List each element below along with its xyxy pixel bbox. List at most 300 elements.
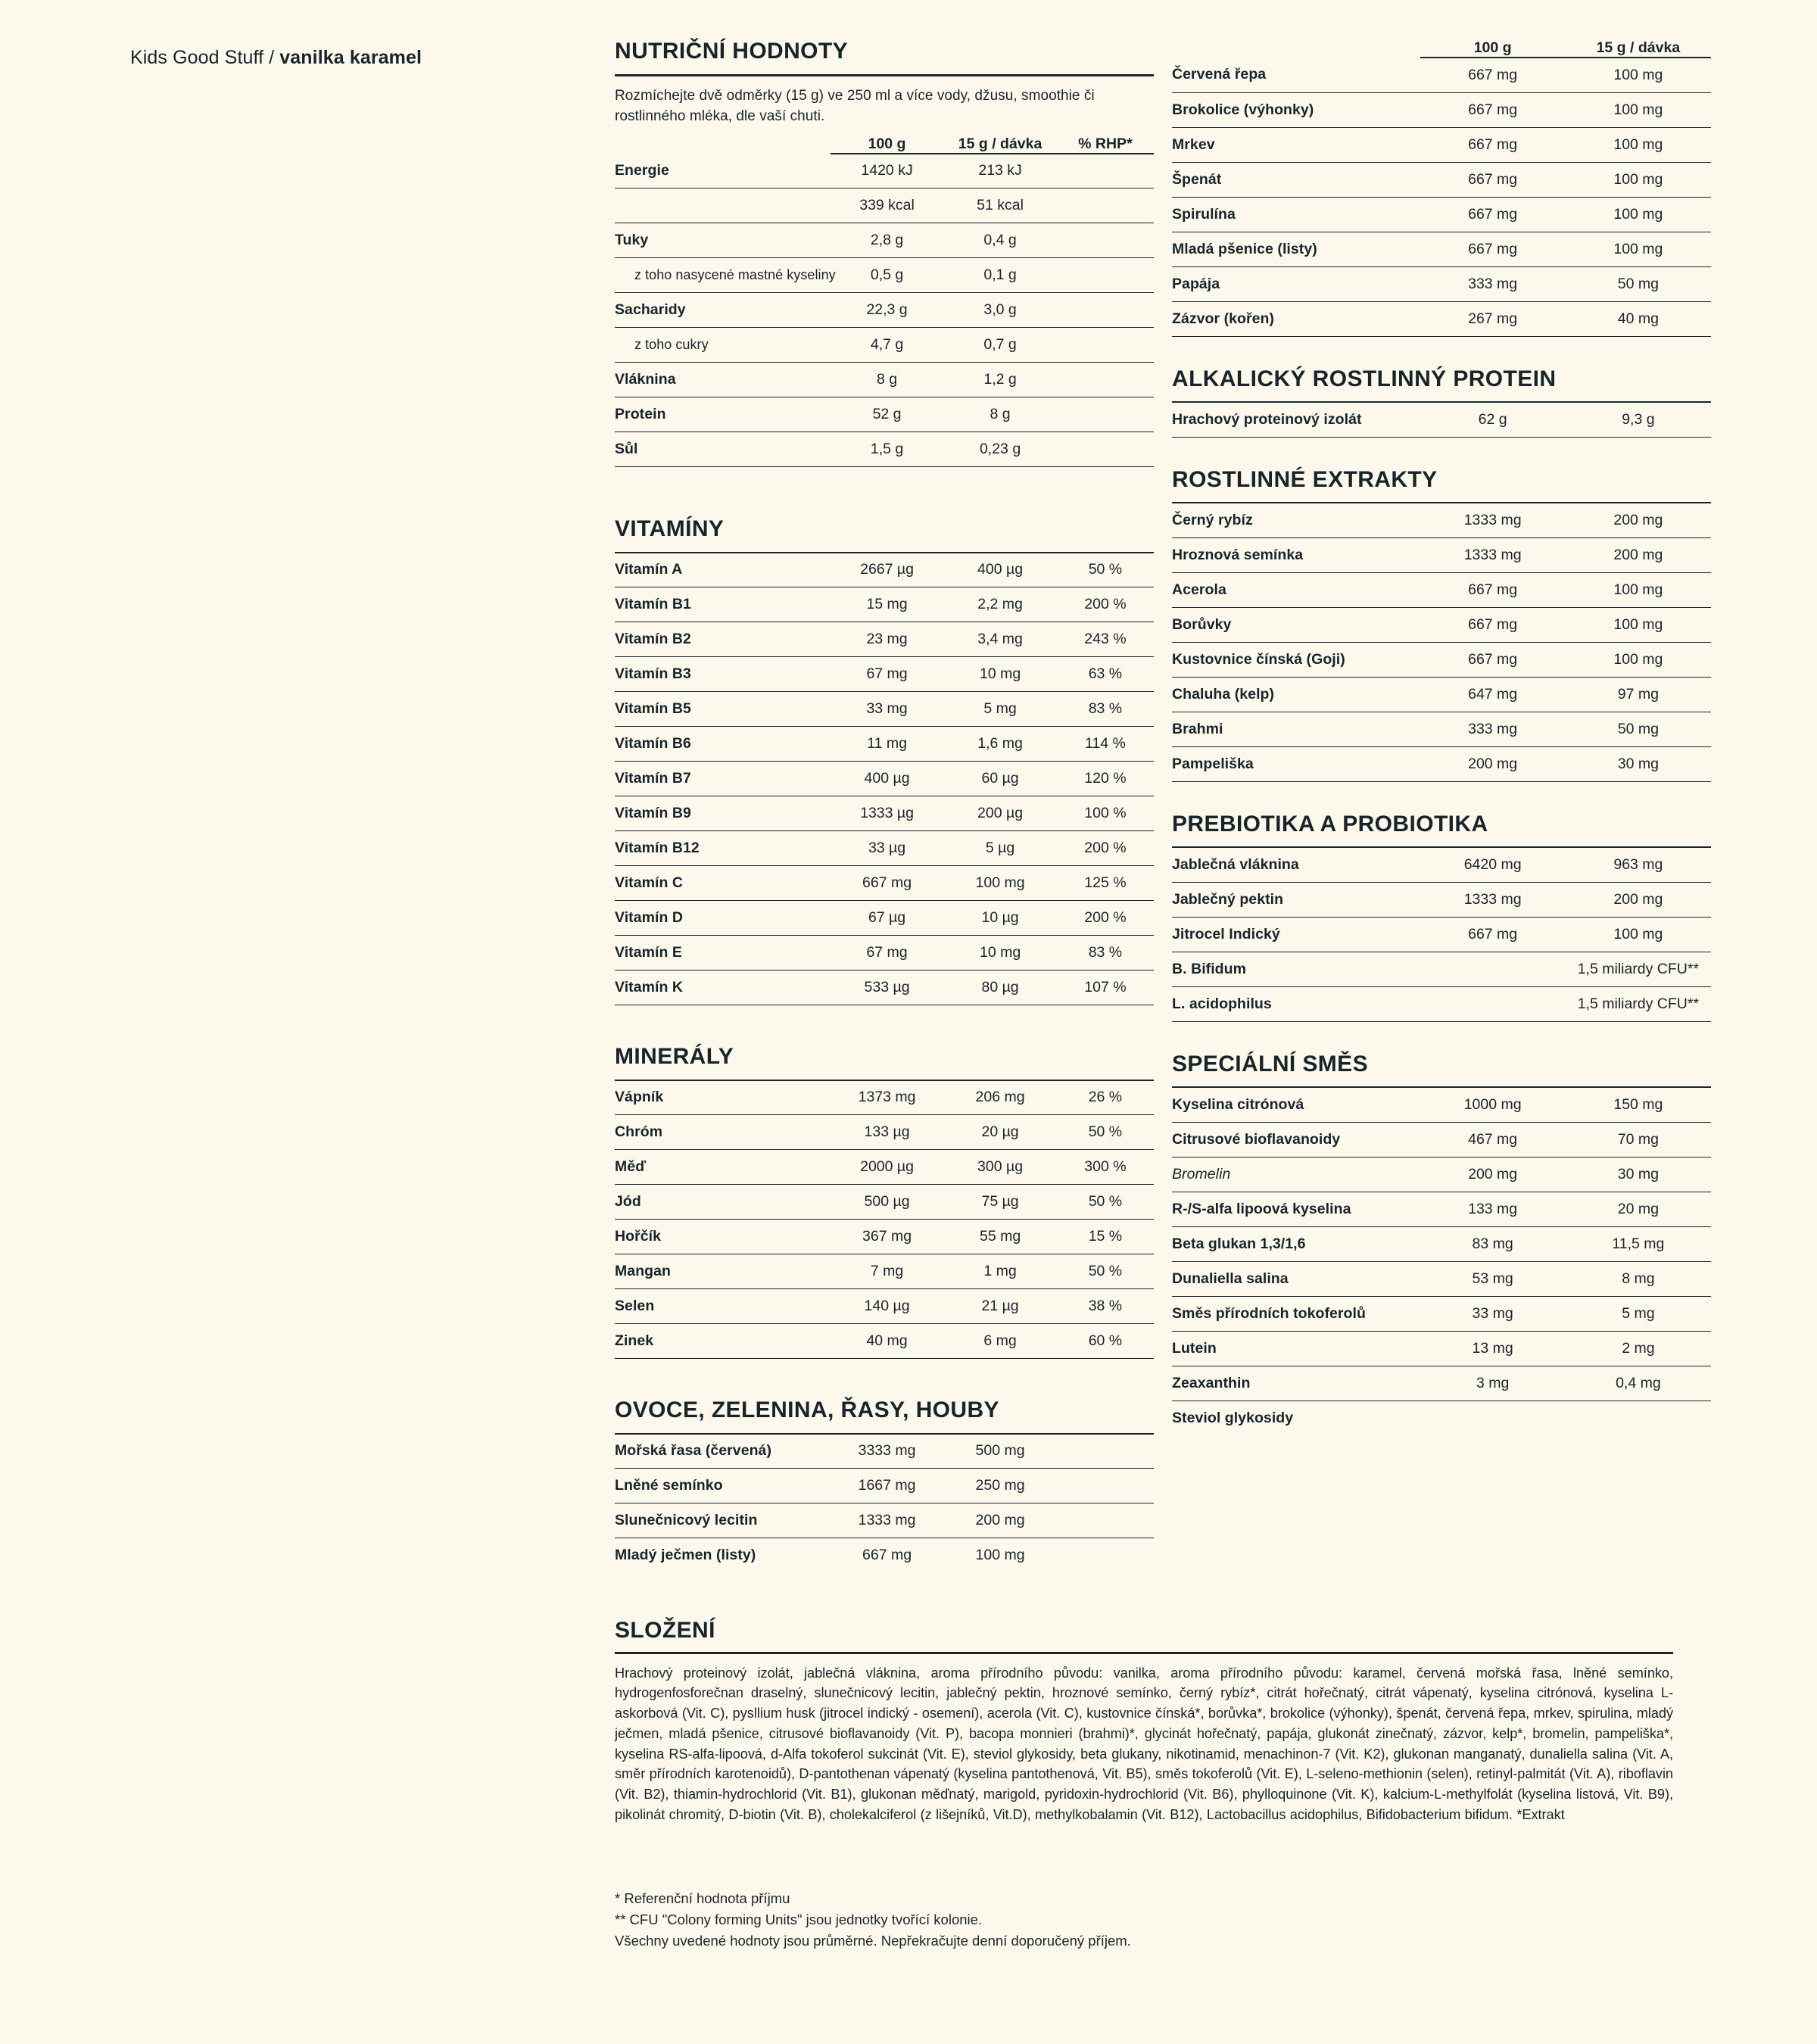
value-per-100g: 33 mg xyxy=(831,692,944,727)
row-label: Vitamín C xyxy=(615,866,831,901)
row-label: Borůvky xyxy=(1172,607,1420,642)
row-label: Vitamín A xyxy=(615,553,831,587)
table-row xyxy=(1172,677,1711,712)
value-per-100g: 667 mg xyxy=(1420,572,1566,607)
table-row xyxy=(615,657,1154,692)
value-per-100g: 52 g xyxy=(831,397,944,432)
table-row xyxy=(615,796,1154,831)
table-row xyxy=(1172,1157,1711,1192)
row-label: Citrusové bioflavanoidy xyxy=(1172,1122,1420,1157)
value-percent-rhp: 200 % xyxy=(1057,901,1154,936)
value-per-serving: 3,4 mg xyxy=(943,622,1057,657)
value-per-100g: 0,5 g xyxy=(831,258,944,293)
value-per-100g: 667 mg xyxy=(1420,917,1566,952)
value-per-serving: 100 mg xyxy=(1566,162,1711,197)
value-per-serving: 10 mg xyxy=(943,936,1057,971)
value-per-100g: 15 mg xyxy=(831,587,944,622)
value-per-100g: 67 µg xyxy=(831,901,944,936)
row-label: R-/S-alfa lipoová kyselina xyxy=(1172,1192,1420,1226)
row-label: Sůl xyxy=(615,432,831,467)
value-percent-rhp xyxy=(1057,293,1154,328)
value-per-serving: 80 µg xyxy=(943,971,1057,1005)
table-row xyxy=(615,587,1154,622)
value-per-100g: 1000 mg xyxy=(1420,1087,1566,1122)
table-row xyxy=(615,692,1154,727)
value-per-100g: 40 mg xyxy=(831,1324,944,1359)
value-percent-rhp: 15 % xyxy=(1057,1220,1154,1254)
value-per-serving: 6 mg xyxy=(943,1324,1057,1359)
value-per-100g: 23 mg xyxy=(831,622,944,657)
column-header: 15 g / dávka xyxy=(958,135,1043,152)
value-per-serving: 0,7 g xyxy=(943,328,1057,363)
value-per-serving: 0,4 g xyxy=(943,223,1057,258)
table-row xyxy=(1172,1366,1711,1401)
value-percent-rhp xyxy=(1057,363,1154,397)
value-per-100g: 3 mg xyxy=(1420,1366,1566,1401)
table-row xyxy=(1172,1401,1711,1435)
value-per-serving: 300 µg xyxy=(943,1150,1057,1185)
value-per-serving: 1,5 miliardy CFU** xyxy=(1566,952,1711,986)
row-label: Spirulína xyxy=(1172,197,1420,232)
value-per-100g: 200 mg xyxy=(1420,746,1566,781)
value-per-serving: 100 mg xyxy=(943,866,1057,901)
value-percent-rhp: 100 % xyxy=(1057,796,1154,831)
row-label: Mladý ječmen (listy) xyxy=(615,1547,756,1564)
row-label: Bromelin xyxy=(1172,1157,1420,1192)
value-per-100g: 1373 mg xyxy=(831,1080,944,1115)
value-per-serving: 51 kcal xyxy=(943,189,1057,223)
table-row xyxy=(615,622,1154,657)
table-row xyxy=(615,1289,1154,1324)
value-per-100g: 467 mg xyxy=(1420,1122,1566,1157)
table-row xyxy=(1172,882,1711,917)
value-per-100g: 7 mg xyxy=(831,1254,944,1289)
table-row xyxy=(1172,402,1711,437)
value-per-serving: 3,0 g xyxy=(943,293,1057,328)
section-heading-fruits: OVOCE, ZELENINA, ŘASY, HOUBY xyxy=(615,1397,999,1423)
footnote-cfu: ** CFU "Colony forming Units" jsou jednotky tvořící kolonie. xyxy=(615,1912,983,1928)
value-percent-rhp: 200 % xyxy=(1057,831,1154,866)
value-per-100g: 667 mg xyxy=(1420,127,1566,162)
value-per-serving: 100 mg xyxy=(1566,917,1711,952)
table-row xyxy=(1172,162,1711,197)
title-separator: / xyxy=(263,47,280,68)
value-per-100g: 667 mg xyxy=(1420,58,1566,92)
value-per-100g: 62 g xyxy=(1420,402,1566,437)
row-label: Lněné semínko xyxy=(615,1469,831,1503)
value-per-serving: 50 mg xyxy=(1566,266,1711,301)
table-row xyxy=(615,866,1154,901)
value-per-serving: 206 mg xyxy=(943,1080,1057,1115)
value-per-100g: 1333 mg xyxy=(1420,503,1566,537)
value-per-100g: 140 µg xyxy=(831,1289,944,1324)
right-column xyxy=(1172,39,1711,1435)
value-per-serving: 1,5 miliardy CFU** xyxy=(1566,986,1711,1021)
table-row xyxy=(615,432,1154,467)
value-percent-rhp: 50 % xyxy=(1057,1185,1154,1220)
value-per-serving: 40 mg xyxy=(1566,301,1711,336)
value-per-100g: 1333 mg xyxy=(831,1503,944,1538)
product-name: Kids Good Stuff xyxy=(130,47,264,68)
row-label: Vitamín D xyxy=(615,901,831,936)
table-row xyxy=(615,1150,1154,1185)
minerals-table xyxy=(615,1080,1154,1360)
row-label: Červená řepa xyxy=(1172,58,1420,92)
value-per-serving: 50 mg xyxy=(1566,712,1711,746)
table-row xyxy=(1172,986,1711,1021)
table-row xyxy=(615,1503,1154,1538)
table-row xyxy=(615,971,1154,1005)
row-label: Beta glukan 1,3/1,6 xyxy=(1172,1226,1420,1261)
section-heading-prebiotics: PREBIOTIKA A PROBIOTIKA xyxy=(1172,811,1488,837)
value-per-serving: 97 mg xyxy=(1566,677,1711,712)
product-flavour: vanilka karamel xyxy=(279,47,422,68)
table-row xyxy=(615,553,1154,587)
value-per-100g: 333 mg xyxy=(1420,266,1566,301)
value-per-100g: 67 mg xyxy=(831,657,944,692)
row-label: Vitamín B2 xyxy=(615,622,831,657)
value-per-100g: 339 kcal xyxy=(831,189,944,223)
table-row xyxy=(1172,127,1711,162)
table-row xyxy=(615,1538,1154,1573)
value-per-100g: 667 mg xyxy=(1420,232,1566,266)
value-per-serving: 20 µg xyxy=(943,1115,1057,1150)
row-label: Lutein xyxy=(1172,1331,1420,1366)
row-label: Acerola xyxy=(1172,572,1420,607)
value-per-serving xyxy=(1566,1401,1711,1435)
row-label: Hroznová semínka xyxy=(1172,537,1420,572)
value-per-100g: 667 mg xyxy=(831,866,944,901)
value-per-serving: 1,6 mg xyxy=(943,727,1057,762)
section-heading-vitamins: VITAMÍNY xyxy=(615,516,725,542)
ingredients-section xyxy=(615,1619,1673,1825)
value-per-100g: 1333 mg xyxy=(1420,537,1566,572)
table-row xyxy=(1172,503,1711,537)
table-row xyxy=(615,727,1154,762)
value-per-serving: 2,2 mg xyxy=(943,587,1057,622)
footnote-rhp: * Referenční hodnota příjmu xyxy=(615,1890,790,1906)
value-per-serving: 2 mg xyxy=(1566,1331,1711,1366)
value-per-serving: 100 mg xyxy=(975,1547,1025,1564)
row-label: B. Bifidum xyxy=(1172,952,1420,986)
value-per-100g: 667 mg xyxy=(1420,607,1566,642)
value-percent-rhp: 300 % xyxy=(1057,1150,1154,1185)
value-per-100g: 83 mg xyxy=(1420,1226,1566,1261)
row-label: Mladá pšenice (listy) xyxy=(1172,232,1420,266)
value-percent-rhp xyxy=(1057,1469,1154,1503)
row-label: Jablečná vláknina xyxy=(1172,847,1420,882)
table-row xyxy=(1172,642,1711,677)
value-per-100g: 1333 µg xyxy=(831,796,944,831)
value-per-100g: 533 µg xyxy=(831,971,944,1005)
value-per-serving: 55 mg xyxy=(943,1220,1057,1254)
table-row xyxy=(615,936,1154,971)
value-percent-rhp xyxy=(1057,397,1154,432)
value-per-serving: 0,1 g xyxy=(943,258,1057,293)
value-per-100g: 22,3 g xyxy=(831,293,944,328)
row-label: Vitamín E xyxy=(615,936,831,971)
row-label: Zeaxanthin xyxy=(1172,1366,1420,1401)
value-per-serving: 20 mg xyxy=(1566,1192,1711,1226)
table-row xyxy=(615,1324,1154,1359)
value-per-100g: 2000 µg xyxy=(831,1150,944,1185)
table-row xyxy=(615,1254,1154,1289)
row-label: Vitamín B5 xyxy=(615,692,831,727)
value-per-100g: 3333 mg xyxy=(831,1434,944,1469)
column-header: 15 g / dávka xyxy=(1596,39,1681,56)
section-heading-alkaline-protein: ALKALICKÝ ROSTLINNÝ PROTEIN xyxy=(1172,366,1557,391)
product-title xyxy=(130,47,422,69)
table-row xyxy=(1172,917,1711,952)
value-percent-rhp: 50 % xyxy=(1057,1115,1154,1150)
value-per-serving: 200 mg xyxy=(1566,503,1711,537)
value-per-serving: 8 mg xyxy=(1566,1261,1711,1296)
row-label: Vitamín K xyxy=(615,971,831,1005)
row-label: Pampeliška xyxy=(1172,746,1420,781)
value-percent-rhp: 38 % xyxy=(1057,1289,1154,1324)
value-per-serving: 200 mg xyxy=(1566,537,1711,572)
row-label: Slunečnicový lecitin xyxy=(615,1503,831,1538)
table-row xyxy=(1172,232,1711,266)
column-header: 100 g xyxy=(1473,39,1512,56)
value-per-100g: 67 mg xyxy=(831,936,944,971)
table-row xyxy=(1172,1122,1711,1157)
row-label: Dunaliella salina xyxy=(1172,1261,1420,1296)
value-per-serving: 100 mg xyxy=(1566,92,1711,127)
row-label: Sacharidy xyxy=(615,293,831,328)
nutrition-table xyxy=(615,136,1154,468)
table-row xyxy=(1172,1261,1711,1296)
table-row xyxy=(1172,1192,1711,1226)
value-per-100g: 1,5 g xyxy=(831,432,944,467)
value-per-100g: 400 µg xyxy=(831,762,944,796)
value-percent-rhp xyxy=(1057,223,1154,258)
value-per-serving: 100 mg xyxy=(1566,607,1711,642)
value-per-100g: 667 mg xyxy=(1420,642,1566,677)
value-per-serving: 100 mg xyxy=(1566,127,1711,162)
value-per-serving: 200 µg xyxy=(943,796,1057,831)
row-label: Chaluha (kelp) xyxy=(1172,677,1420,712)
value-per-serving: 5 mg xyxy=(1566,1296,1711,1331)
left-column xyxy=(615,39,1154,1573)
value-per-100g: 4,7 g xyxy=(831,328,944,363)
row-label: Směs přírodních tokoferolů xyxy=(1172,1296,1420,1331)
value-percent-rhp: 125 % xyxy=(1057,866,1154,901)
value-per-100g: 647 mg xyxy=(1420,677,1566,712)
value-percent-rhp xyxy=(1057,1538,1154,1573)
column-header: % RHP* xyxy=(1078,135,1133,152)
vitamins-table xyxy=(615,552,1154,1006)
value-per-serving: 100 mg xyxy=(1566,232,1711,266)
value-per-100g: 667 mg xyxy=(1420,92,1566,127)
row-label: Mrkev xyxy=(1172,127,1420,162)
table-row xyxy=(1172,1296,1711,1331)
table-row xyxy=(615,1220,1154,1254)
row-label: Vláknina xyxy=(615,363,831,397)
value-per-serving: 0,23 g xyxy=(943,432,1057,467)
value-per-100g: 667 mg xyxy=(1420,197,1566,232)
value-per-100g: 333 mg xyxy=(1420,712,1566,746)
value-percent-rhp xyxy=(1057,328,1154,363)
value-per-serving: 30 mg xyxy=(1566,1157,1711,1192)
section-heading-special-blend: SPECIÁLNÍ SMĚS xyxy=(1172,1051,1368,1077)
fruits-table xyxy=(615,1433,1154,1573)
plant-extracts-table xyxy=(1172,502,1711,782)
table-row xyxy=(1172,1087,1711,1122)
table-row xyxy=(615,363,1154,397)
value-per-100g: 200 mg xyxy=(1420,1157,1566,1192)
table-row xyxy=(1172,197,1711,232)
row-label: Mořská řasa (červená) xyxy=(615,1434,831,1469)
value-per-100g: 500 µg xyxy=(831,1185,944,1220)
value-per-serving: 400 µg xyxy=(943,553,1057,587)
value-percent-rhp: 243 % xyxy=(1057,622,1154,657)
footnote-average: Všechny uvedené hodnoty jsou průměrné. Nepřekračujte denní doporučený příjem. xyxy=(615,1933,1131,1949)
value-per-100g: 267 mg xyxy=(1420,301,1566,336)
value-per-serving: 5 mg xyxy=(943,692,1057,727)
value-per-serving: 963 mg xyxy=(1566,847,1711,882)
value-per-serving: 100 mg xyxy=(1566,58,1711,92)
value-per-100g: 133 mg xyxy=(1420,1192,1566,1226)
table-row xyxy=(615,1115,1154,1150)
row-label: L. acidophilus xyxy=(1172,986,1420,1021)
table-row xyxy=(1172,607,1711,642)
value-percent-rhp xyxy=(1057,1434,1154,1469)
value-percent-rhp xyxy=(1057,432,1154,467)
value-percent-rhp: 26 % xyxy=(1057,1080,1154,1115)
value-percent-rhp xyxy=(1057,258,1154,293)
row-label: Černý rybíz xyxy=(1172,503,1420,537)
value-per-serving: 5 µg xyxy=(943,831,1057,866)
value-per-100g: 133 µg xyxy=(831,1115,944,1150)
row-label: Jód xyxy=(615,1185,831,1220)
value-per-serving: 1,2 g xyxy=(943,363,1057,397)
table-header-row xyxy=(1172,39,1711,57)
table-row xyxy=(615,762,1154,796)
column-header: 100 g xyxy=(868,135,906,152)
row-label: Protein xyxy=(615,397,831,432)
header-blank xyxy=(615,136,831,153)
value-per-100g: 2667 µg xyxy=(831,553,944,587)
value-per-100g: 2,8 g xyxy=(831,223,944,258)
value-per-serving: 150 mg xyxy=(1566,1087,1711,1122)
value-per-serving: 500 mg xyxy=(943,1434,1057,1469)
value-per-serving: 30 mg xyxy=(1566,746,1711,781)
row-label: Steviol glykosidy xyxy=(1172,1409,1294,1426)
row-label: Energie xyxy=(615,154,831,189)
row-label: Tuky xyxy=(615,223,831,258)
value-per-serving: 8 g xyxy=(943,397,1057,432)
row-label: Kustovnice čínská (Goji) xyxy=(1172,642,1420,677)
value-per-100g: 367 mg xyxy=(831,1220,944,1254)
value-percent-rhp: 83 % xyxy=(1057,936,1154,971)
value-per-100g: 13 mg xyxy=(1420,1331,1566,1366)
value-percent-rhp xyxy=(1057,189,1154,223)
row-label: Kyselina citrónová xyxy=(1172,1087,1420,1122)
value-per-serving: 75 µg xyxy=(943,1185,1057,1220)
value-per-100g: 667 mg xyxy=(1420,162,1566,197)
ingredients-rule xyxy=(615,1652,1673,1825)
table-row xyxy=(1172,847,1711,882)
table-row xyxy=(1172,92,1711,127)
value-per-100g: 667 mg xyxy=(862,1547,912,1564)
value-per-100g xyxy=(1420,1401,1566,1435)
value-per-serving: 21 µg xyxy=(943,1289,1057,1324)
value-percent-rhp: 63 % xyxy=(1057,657,1154,692)
table-row xyxy=(1172,952,1711,986)
value-percent-rhp: 107 % xyxy=(1057,971,1154,1005)
section-heading-ingredients: SLOŽENÍ xyxy=(615,1618,715,1643)
value-per-serving: 0,4 mg xyxy=(1566,1366,1711,1401)
row-label: Zázvor (kořen) xyxy=(1172,301,1420,336)
value-per-serving: 11,5 mg xyxy=(1566,1226,1711,1261)
value-per-serving: 1 mg xyxy=(943,1254,1057,1289)
value-per-serving: 100 mg xyxy=(1566,197,1711,232)
value-per-100g: 33 µg xyxy=(831,831,944,866)
value-per-serving: 60 µg xyxy=(943,762,1057,796)
row-label xyxy=(615,189,831,223)
row-label: Vitamín B1 xyxy=(615,587,831,622)
value-per-serving: 250 mg xyxy=(943,1469,1057,1503)
table-row xyxy=(615,901,1154,936)
row-label: Měď xyxy=(615,1150,831,1185)
table-row xyxy=(615,1469,1154,1503)
value-per-100g: 6420 mg xyxy=(1420,847,1566,882)
value-percent-rhp xyxy=(1057,154,1154,189)
ingredients-text: Hrachový proteinový izolát, jablečná vláknina, aroma přírodního původu: vanilka, aroma přírodního původu: karamel, červená mořská řasa, lněné semínko, hydrogenfosforečnan draselný, slunečnicový lecitin, jablečný pektin, hroznové semínko, černý rybíz*, citrát hořečnatý, citrát vápenatý, kyselina citrónová, kyselina L-askorbová (Vit. C), pysllium husk (jitrocel indický - osemení), acerola (Vit. C), kustovnice čínská*, borůvka*, brokolice (výhonky), špenát, červená řepa, mrkev, spirulina, mladý ječmen, mladá pšenice, citrusové bioflavanoidy (Vit. P), bacopa monnieri (brahmi)*, glycinát hořečnatý, papája, glukonát zinečnatý, zázvor, kelp*, bromelin, pampeliška*, kyselina RS-alfa-lipoová, d-Alfa tokoferol sukcinát (Vit. E), steviol glykosidy, beta glukany, nikotinamid, menachinon-7 (Vit. K2), glukonan manganatý, dunaliella salina (Vit. A, směr přírodních karotenoidů), D-pantothenan vápenatý (kyselina pantothenová, Vit. B5), směs tokoferolů (Vit. E), L-seleno-methionin (selen), retinyl-palmitát (Vit. A), riboflavin (Vit. B2), thiamin-hydrochlorid (Vit. B1), glukonan měďnatý, marigold, pyridoxin-hydrochlorid (Vit. B6), phylloquinone (Vit. K), kalcium-L-methylfolát (kyselina listová, Vit. B9), pikolinát chromitý, D-biotin (Vit. B), cholekalciferol (z lišejníků, Vit.D), methylkobalamin (Vit. B12), Lactobacillus acidophilus, Bifidobacterium bifidum. *Extrakt xyxy=(615,1665,1673,1822)
value-percent-rhp: 60 % xyxy=(1057,1324,1154,1359)
table-row xyxy=(1172,537,1711,572)
value-per-100g xyxy=(1420,952,1566,986)
value-per-100g: 1420 kJ xyxy=(831,154,944,189)
value-per-100g: 33 mg xyxy=(1420,1296,1566,1331)
value-per-100g: 53 mg xyxy=(1420,1261,1566,1296)
row-label: Vitamín B6 xyxy=(615,727,831,762)
table-row xyxy=(1172,746,1711,781)
nutrition-intro-block xyxy=(615,74,1154,136)
table-row xyxy=(1172,58,1711,92)
table-row xyxy=(615,1434,1154,1469)
row-label: Vitamín B9 xyxy=(615,796,831,831)
table-row xyxy=(615,189,1154,223)
prebiotics-table xyxy=(1172,846,1711,1022)
footnotes xyxy=(615,1888,1673,1952)
table-row xyxy=(1172,572,1711,607)
value-percent-rhp: 50 % xyxy=(1057,553,1154,587)
row-label: Hořčík xyxy=(615,1220,831,1254)
table-header-row xyxy=(615,136,1154,153)
value-per-100g: 1667 mg xyxy=(831,1469,944,1503)
value-percent-rhp: 120 % xyxy=(1057,762,1154,796)
vegetables-table xyxy=(1172,39,1711,337)
value-percent-rhp: 114 % xyxy=(1057,727,1154,762)
value-per-serving: 200 mg xyxy=(943,1503,1057,1538)
row-label: Špenát xyxy=(1172,162,1420,197)
row-label: Papája xyxy=(1172,266,1420,301)
section-heading-plant-extracts: ROSTLINNÉ EXTRAKTY xyxy=(1172,466,1438,492)
value-per-serving: 9,3 g xyxy=(1566,402,1711,437)
table-row xyxy=(615,831,1154,866)
row-label: Vitamín B12 xyxy=(615,831,831,866)
value-per-100g: 11 mg xyxy=(831,727,944,762)
table-row xyxy=(615,328,1154,363)
row-label: Mangan xyxy=(615,1254,831,1289)
row-label: Hrachový proteinový izolát xyxy=(1172,402,1420,437)
row-label: Jablečný pektin xyxy=(1172,882,1420,917)
row-label: Chróm xyxy=(615,1115,831,1150)
table-row xyxy=(1172,301,1711,336)
value-percent-rhp: 200 % xyxy=(1057,587,1154,622)
